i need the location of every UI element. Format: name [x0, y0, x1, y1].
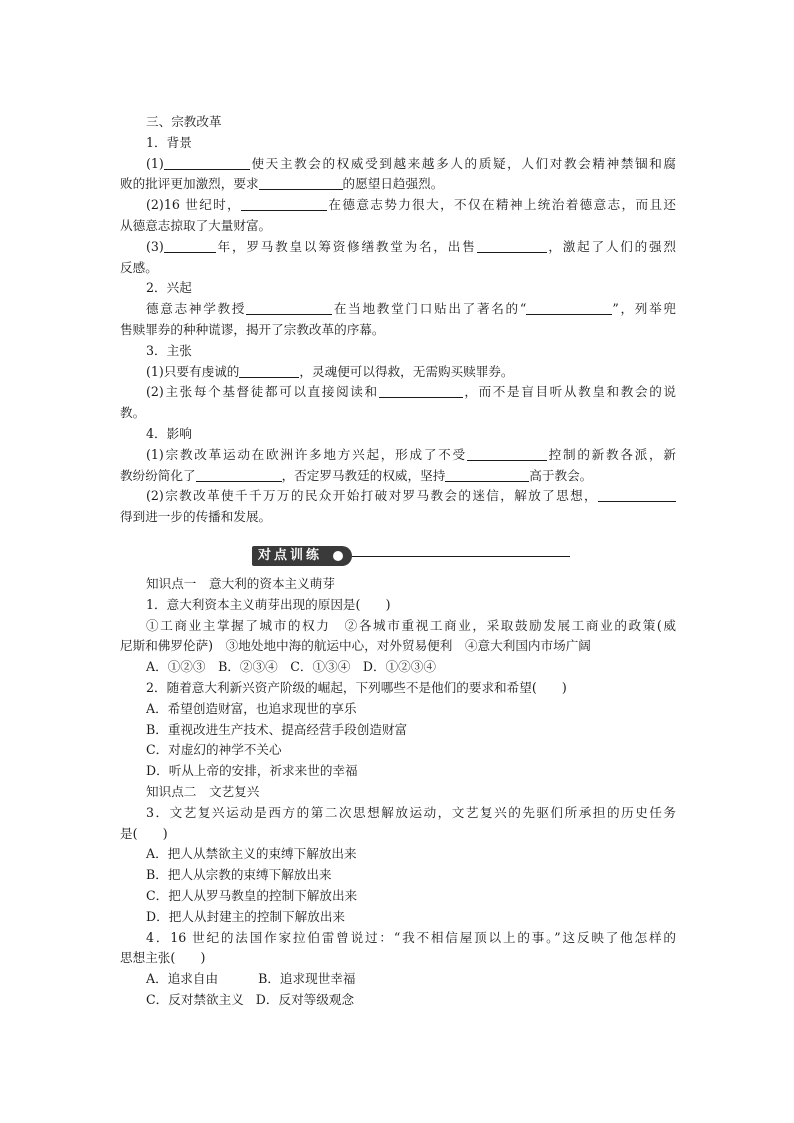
background-p2-line2: 从德意志掠取了大量财富。: [120, 217, 272, 233]
q3-stem-line2: 是( ): [120, 825, 168, 841]
claims-line3: 教。: [120, 405, 146, 421]
rise-title: 2．兴起: [146, 280, 192, 296]
fill-blank[interactable]: [379, 383, 463, 398]
impact-line2: 教纷纷简化了 ，否定罗马教廷的权威，坚持 高于教会。: [120, 467, 593, 483]
impact-line4: 得到进一步的传播和发展。: [120, 509, 272, 525]
fill-blank[interactable]: [246, 300, 332, 315]
fill-blank[interactable]: [477, 238, 547, 253]
fill-blank[interactable]: [526, 300, 612, 315]
q4-option-b[interactable]: B．追求现世幸福: [258, 971, 356, 987]
q3-option-c[interactable]: C．把人从罗马教皇的控制下解放出来: [146, 887, 358, 903]
knowledge-point-2: 知识点二 文艺复兴: [146, 783, 260, 799]
background-p1-line2: 败的批评更加激烈，要求 的愿望日趋强烈。: [120, 176, 444, 192]
q4-stem-line1: 4．16 世纪的法国作家拉伯雷曾说过：“我不相信屋顶以上的事。”这反映了他怎样的: [146, 929, 676, 945]
background-title: 1．背景: [146, 134, 192, 150]
claims-title: 3．主张: [146, 342, 192, 358]
rise-line1: 德意志神学教授 在当地教堂门口贴出了著名的“ ”，列举兜: [146, 301, 676, 317]
background-p3-line2: 反感。: [120, 259, 158, 275]
knowledge-point-1: 知识点一 意大利的资本主义萌芽: [146, 576, 335, 591]
q2-option-b[interactable]: B．重视改进生产技术、提高经营手段创造财富: [146, 721, 408, 737]
claims-line2: (2)主张每个基督徒都可以直接阅读和 ，而不是盲目听从教皇和教会的说: [146, 384, 676, 400]
q4-options-row2: [120, 990, 676, 1011]
q3-option-d[interactable]: D．把人从封建主的控制下解放出来: [146, 908, 346, 924]
q2-option-a[interactable]: A．希望创造财富，也追求现世的享乐: [146, 700, 357, 716]
fill-blank[interactable]: [239, 363, 299, 378]
background-p2-line1: (2)16 世纪时， 在德意志势力很大，不仅在精神上统治着德意志，而且还: [146, 197, 676, 213]
fill-blank[interactable]: [445, 467, 529, 482]
q1-options-line1: ①工商业主掌握了城市的权力 ②各城市重视工商业，采取鼓励发展工商业的政策(威: [146, 617, 676, 633]
fill-blank[interactable]: [196, 467, 282, 482]
q4-stem-line2: 思想主张( ): [120, 950, 206, 966]
bullet-dot-icon: [333, 551, 343, 561]
fill-blank[interactable]: [598, 487, 676, 502]
q3-option-b[interactable]: B．把人从宗教的束缚下解放出来: [146, 867, 332, 883]
q2-option-c[interactable]: C．对虚幻的神学不关心: [146, 742, 282, 758]
fill-blank[interactable]: [164, 155, 250, 170]
banner-label: 对点训练: [258, 548, 323, 563]
q1-options-line2: 尼斯和佛罗伦萨) ③地处地中海的航运中心，对外贸易便利 ④意大利国内市场广阔: [120, 638, 591, 654]
rise-line2: 售赎罪券的种种谎谬，揭开了宗教改革的序幕。: [120, 321, 385, 337]
worksheet: [120, 112, 676, 528]
impact-line3: (2)宗教改革使千千万万的民众开始打破对罗马教会的迷信，解放了思想，: [120, 486, 676, 507]
fill-blank[interactable]: [164, 238, 216, 253]
q4-options-row1: [120, 969, 676, 990]
q3-option-a[interactable]: A．把人从禁欲主义的束缚下解放出来: [146, 846, 357, 862]
q2-stem: 2．随着意大利新兴资产阶级的崛起，下列哪些不是他们的要求和希望( ): [146, 679, 567, 695]
fill-blank[interactable]: [241, 196, 327, 211]
q4-option-a[interactable]: A．追求自由: [146, 971, 219, 987]
impact-line1: (1)宗教改革运动在欧洲许多地方兴起，形成了不受 控制的新教各派，新: [146, 446, 676, 462]
q1-choices[interactable]: A．①②③ B．②③④ C．①③④ D．①②③④: [146, 659, 436, 675]
q1-stem: 1．意大利资本主义萌芽出现的原因是( ): [146, 596, 391, 612]
q4-option-d[interactable]: D．反对等级观念: [255, 991, 355, 1007]
fill-blank[interactable]: [259, 175, 343, 190]
practice-section: [120, 574, 676, 1011]
claims-line1: (1)只要有虔诚的 ，灵魂便可以得救，无需购买赎罪券。: [146, 363, 514, 379]
background-p3-line1: (3) 年，罗马教皇以筹资修缮教堂为名，出售 ，激起了人们的强烈: [146, 238, 676, 254]
practice-banner: [252, 546, 572, 566]
background-p1-line1: (1) 使天主教会的权威受到越来越多人的质疑，人们对教会精神禁锢和腐: [146, 155, 676, 171]
impact-title: 4．影响: [146, 425, 192, 441]
fill-blank[interactable]: [467, 446, 547, 461]
section-heading: 三、宗教改革: [146, 114, 222, 129]
q2-option-d[interactable]: D．听从上帝的安排，祈求来世的幸福: [146, 763, 358, 779]
q3-stem-line1: 3．文艺复兴运动是西方的第二次思想解放运动，文艺复兴的先驱们所承担的历史任务: [146, 804, 676, 820]
banner-rule: [352, 556, 570, 557]
q4-option-c[interactable]: C．反对禁欲主义: [146, 991, 244, 1007]
